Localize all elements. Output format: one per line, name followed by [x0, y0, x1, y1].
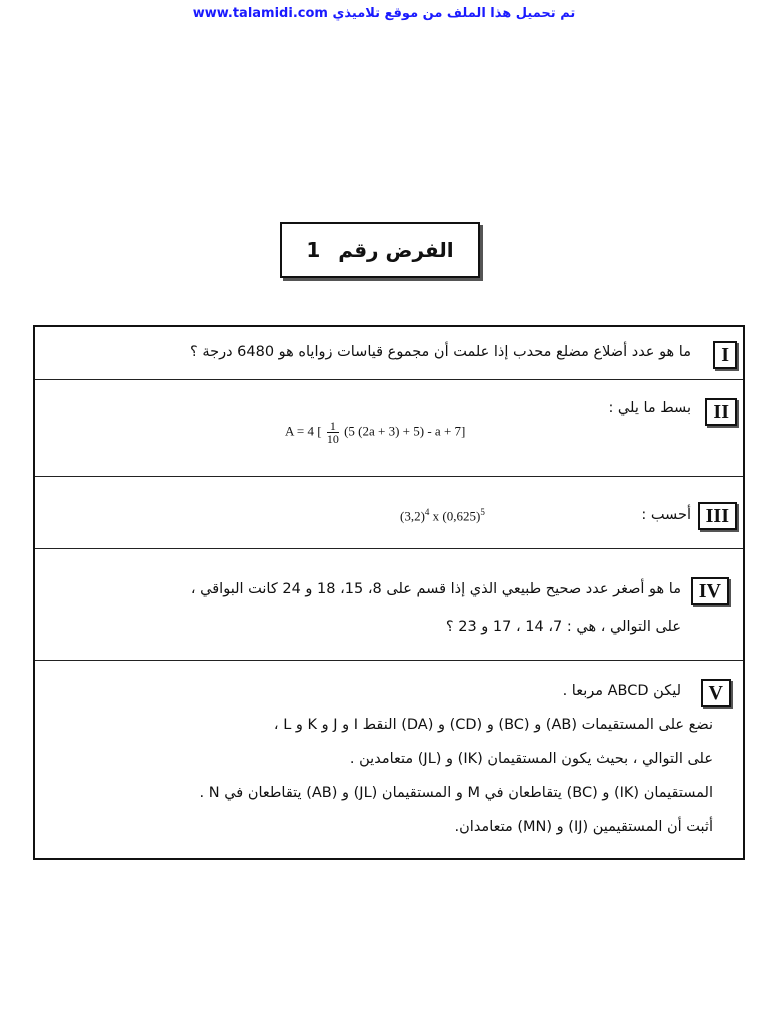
exercise-line-2: نضع على المستقيمات (AB) و (BC) و (CD) و (DA) النقط I و J و K و L ،	[273, 717, 713, 733]
exercise-text: ما هو عدد أضلاع مضلع محدب إذا علمت أن مجموع قياسات زواياه هو 6480 درجة ؟	[190, 344, 691, 360]
exercise-number: II	[705, 398, 737, 426]
base-1: (3,2)	[400, 508, 425, 524]
exercise-line-5: أثبت أن المستقيمين (IJ) و (MN) متعامدان.	[454, 819, 713, 835]
exercise-number: I	[713, 341, 737, 369]
exercise-line-2: على التوالي ، هي : 7، 14 ، 17 و 23 ؟	[445, 619, 681, 635]
exercise-line-1: ليكن ABCD مربعا .	[562, 683, 681, 699]
exponent-1: 4	[424, 507, 430, 517]
expr-left: A = 4 [	[285, 423, 322, 439]
download-source-banner	[0, 6, 768, 21]
exercise-2	[35, 380, 743, 477]
title-number: 1	[306, 238, 321, 262]
exercise-line-3: على التوالي ، بحيث يكون المستقيمان (IK) و (JL) متعامدين .	[349, 751, 713, 767]
exercise-number: V	[701, 679, 731, 707]
power-expression	[400, 507, 485, 524]
exercise-1	[35, 327, 743, 380]
fraction-denominator: 10	[326, 432, 339, 446]
exercise-line-4: المستقيمان (IK) و (BC) يتقاطعان في M و المستقيمان (JL) و (AB) يتقاطعان في N .	[199, 785, 713, 801]
exercise-4	[35, 549, 743, 661]
exercise-line-1: ما هو أصغر عدد صحيح طبيعي الذي إذا قسم على 8، 15، 18 و 24 كانت البواقي ،	[190, 581, 681, 597]
exercise-number: IV	[691, 577, 729, 605]
site-text: تم تحميل هذا الملف من موقع تلاميذي	[332, 6, 576, 21]
exponent-2: 5	[480, 507, 485, 517]
title-label: الفرض رقم	[338, 238, 454, 262]
exercise-instruction: أحسب :	[641, 507, 691, 523]
exercises-frame	[33, 325, 745, 860]
expression-a	[285, 420, 465, 445]
exercise-3	[35, 477, 743, 549]
exercise-5	[35, 661, 743, 860]
expr-right: (5 (2a + 3) + 5) - a + 7]	[344, 423, 466, 439]
times-sign: x	[432, 508, 440, 524]
site-url-link[interactable]: www.talamidi.com	[192, 6, 328, 21]
fraction	[327, 420, 339, 445]
exercise-number: III	[698, 502, 737, 530]
exercise-instruction: بسط ما يلي :	[608, 400, 691, 416]
fraction-numerator: 1	[327, 420, 339, 433]
assignment-title	[280, 222, 480, 278]
base-2: (0,625)	[442, 508, 481, 524]
